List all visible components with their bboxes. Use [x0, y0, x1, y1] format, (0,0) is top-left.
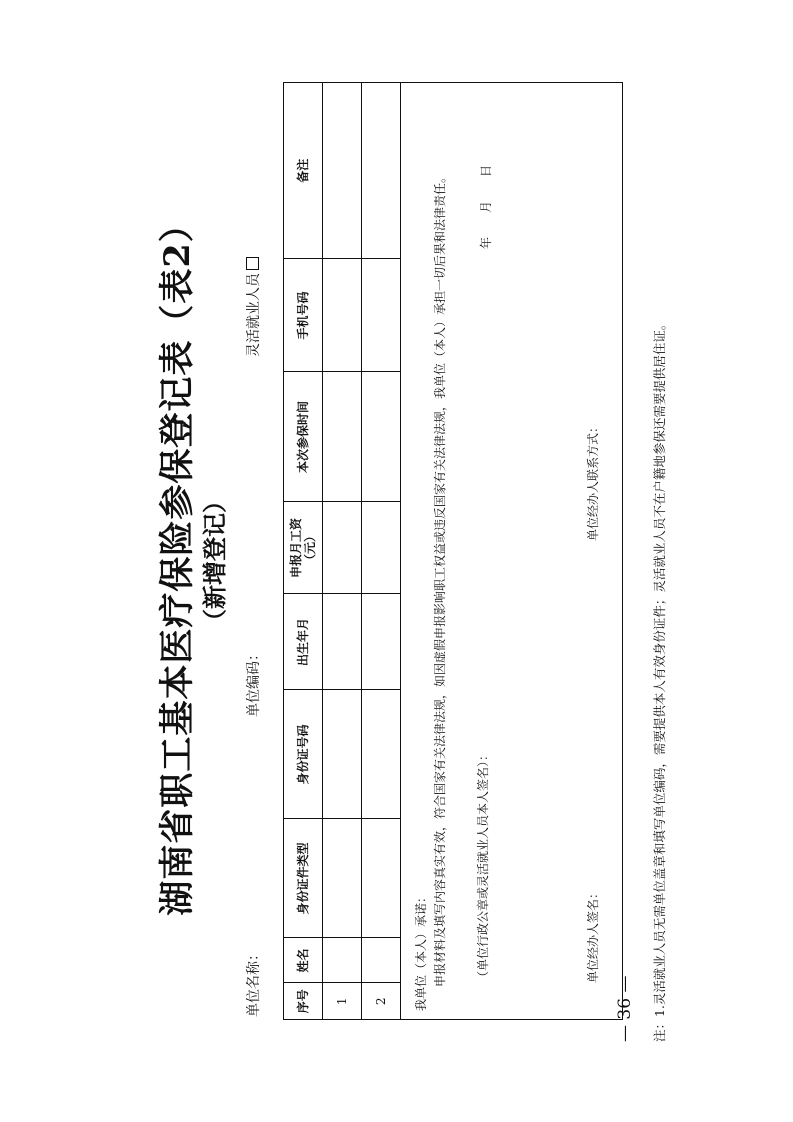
table-cell[interactable]	[323, 83, 362, 259]
table-header-row	[284, 83, 323, 1019]
column-header: 序号	[284, 983, 323, 1019]
sign-date: 年 月 日	[479, 164, 493, 249]
table-cell[interactable]	[323, 819, 362, 938]
table-row	[362, 83, 401, 1019]
table-cell[interactable]	[362, 938, 401, 983]
column-header: 出生年月	[284, 594, 323, 690]
table-cell: 2	[362, 983, 401, 1019]
table-cell[interactable]	[362, 259, 401, 372]
column-header: 身份证件类型	[284, 819, 323, 938]
form-title: 湖南省职工基本医疗保险参保登记表（表2）	[157, 206, 198, 916]
table-cell[interactable]	[362, 83, 401, 259]
pledge-heading: 我单位（本人）承诺：	[414, 890, 428, 1011]
column-header: 申报月工资（元）	[284, 502, 323, 594]
form-subtitle: （新增登记）	[200, 489, 229, 633]
table-cell: 1	[323, 983, 362, 1019]
table-cell[interactable]	[323, 372, 362, 502]
table-cell[interactable]	[323, 502, 362, 594]
table-cell[interactable]	[362, 502, 401, 594]
registration-form	[283, 82, 623, 1020]
flexible-employee-checkbox[interactable]	[246, 257, 259, 270]
table-row	[323, 83, 362, 1019]
unit-code-label: 单位编码：	[246, 647, 262, 717]
registration-table	[284, 83, 401, 1019]
page-number: — 36 —	[615, 975, 635, 1042]
column-header: 手机号码	[284, 259, 323, 372]
table-cell[interactable]	[362, 690, 401, 819]
table-cell[interactable]	[323, 259, 362, 372]
table-cell[interactable]	[323, 690, 362, 819]
handler-contact-label: 单位经办人联系方式：	[586, 420, 600, 541]
column-header: 本次参保时间	[284, 372, 323, 502]
column-header: 姓名	[284, 938, 323, 983]
table-cell[interactable]	[362, 594, 401, 690]
column-header: 身份证号码	[284, 690, 323, 819]
table-cell[interactable]	[323, 938, 362, 983]
column-header: 备注	[284, 83, 323, 259]
pledge-body: 申报材料及填写内容真实有效，符合国家有关法律法规，如因虚假申报影响职工权益或违反国家有关法律法规，我单位（本人）承担一切后果和法律责任。	[433, 170, 447, 987]
flexible-employee-label: 灵活就业人员	[246, 273, 262, 357]
table-cell[interactable]	[362, 819, 401, 938]
footnote: 注：1.灵活就业人员无需单位盖章和填写单位编码，需要提供本人有效身份证件；灵活就业人员不在户籍地参保还需要提供居住证。	[652, 317, 667, 1042]
handler-signature-label: 单位经办人签名：	[586, 886, 600, 983]
unit-name-label: 单位名称：	[246, 947, 262, 1017]
flexible-employee-option[interactable]	[243, 257, 263, 357]
seal-signature-label: （单位行政公章或灵活就业人员本人签名）：	[476, 748, 490, 983]
table-cell[interactable]	[323, 594, 362, 690]
table-cell[interactable]	[362, 372, 401, 502]
